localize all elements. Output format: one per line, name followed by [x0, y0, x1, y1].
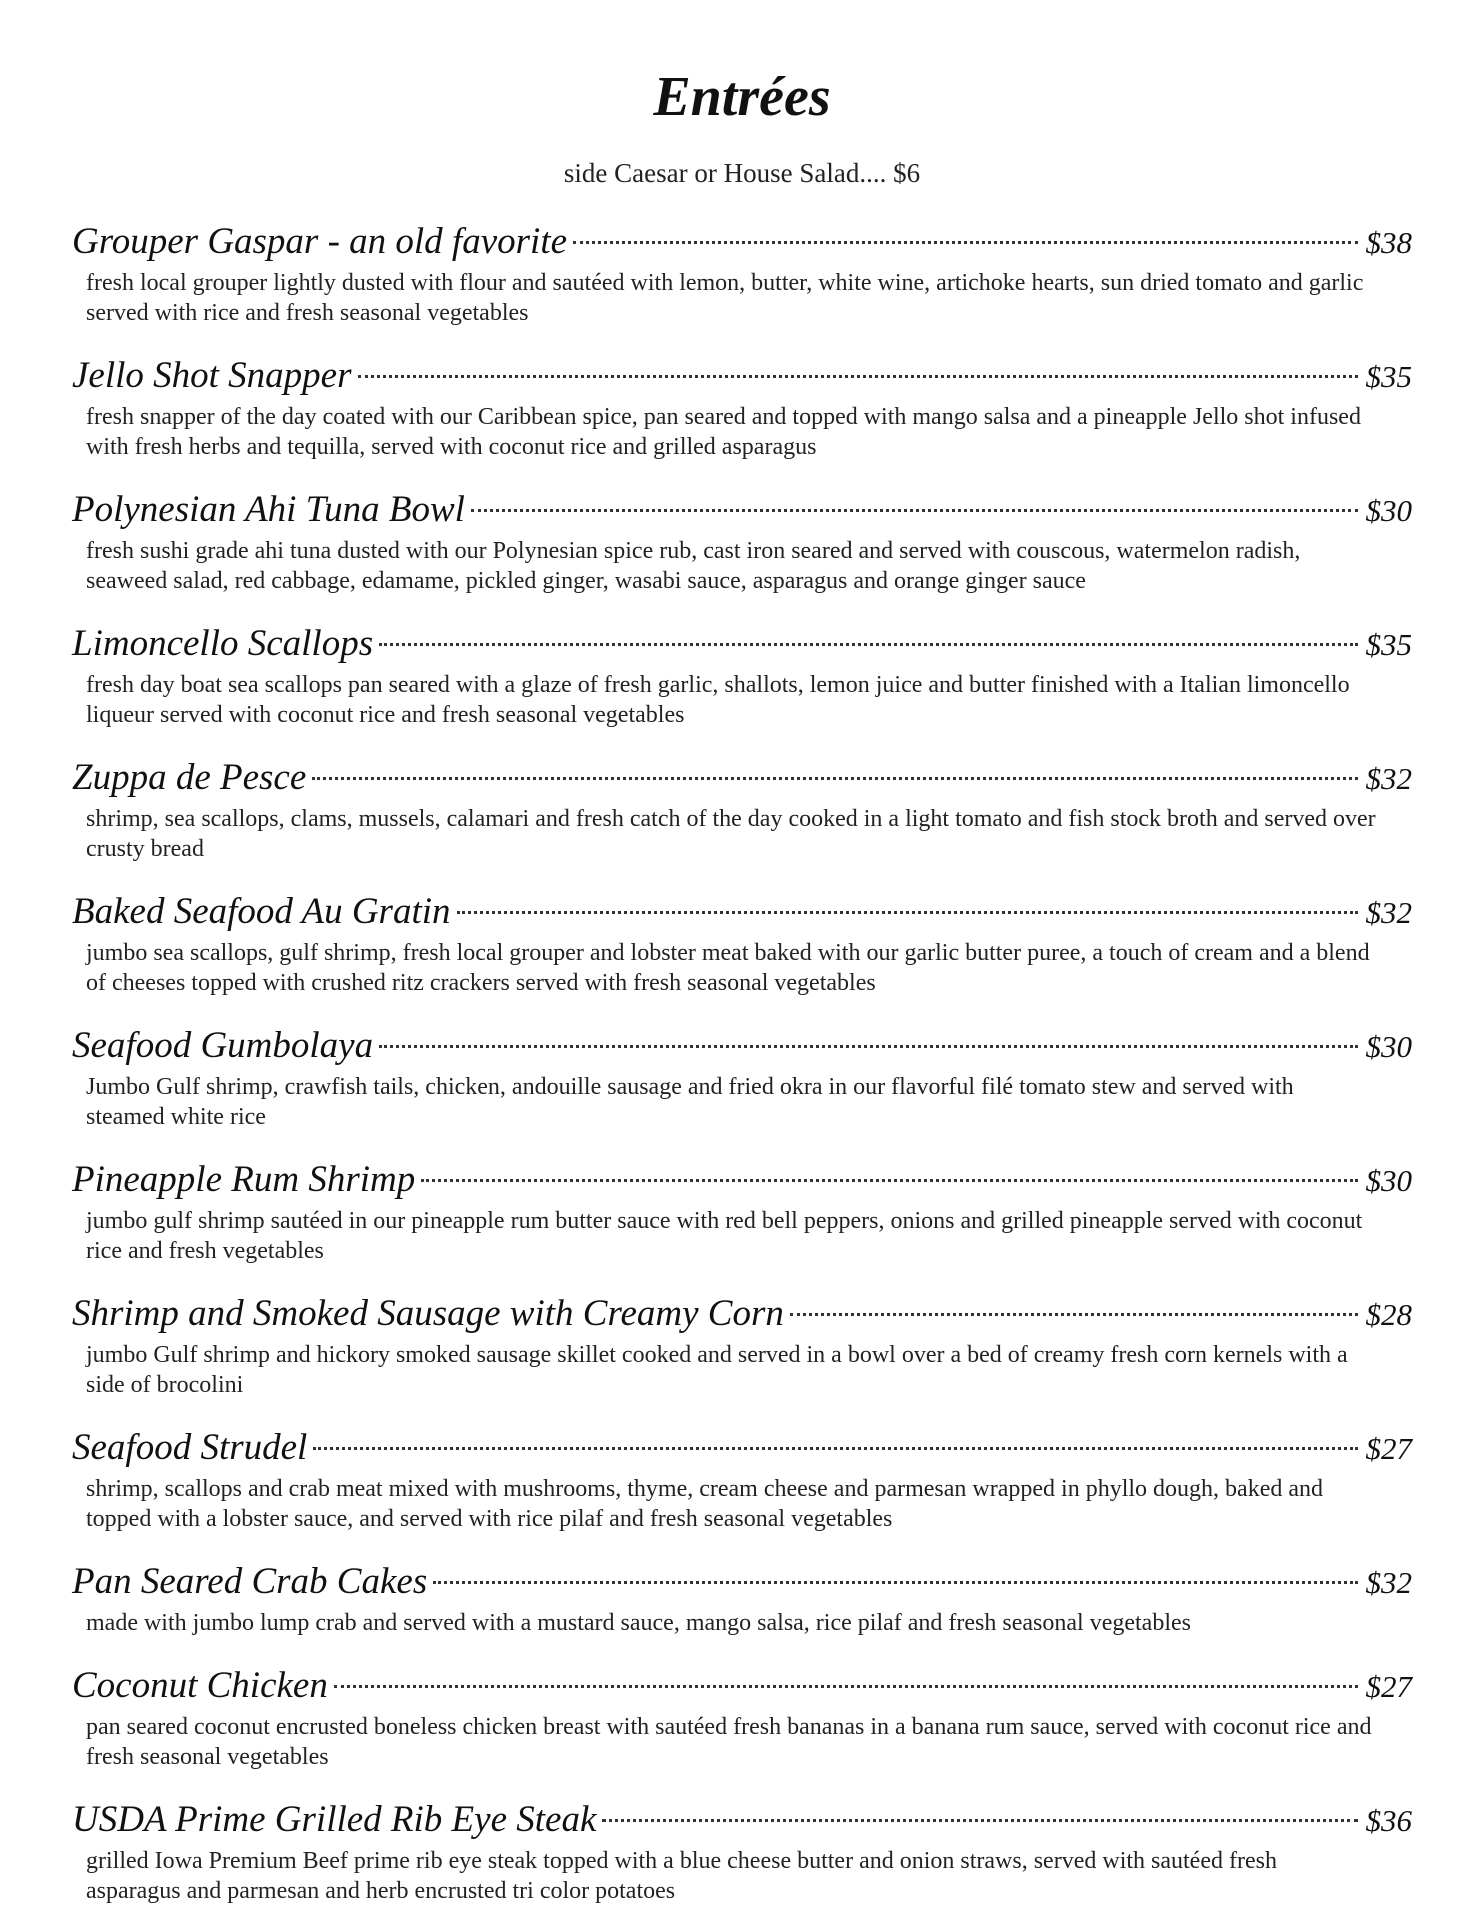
menu-item-price: $38 — [1365, 225, 1412, 260]
menu-item-price: $27 — [1365, 1431, 1412, 1466]
menu-item-header — [72, 350, 1412, 402]
menu-item-header — [72, 752, 1412, 804]
menu-item-description: made with jumbo lump crab and served with a mustard sauce, mango salsa, rice pilaf and fresh seasonal vegetables — [86, 1610, 1191, 1636]
menu-item-description: grilled Iowa Premium Beef prime rib eye steak topped with a blue cheese butter and onion straws, served with sautéed fresh asparagus and parmesan and herb encrusted tri color potatoes — [86, 1848, 1277, 1904]
menu-item-header — [72, 1288, 1412, 1340]
dot-leader — [471, 509, 1358, 512]
menu-item — [72, 618, 1412, 730]
menu-item-name: Jello Shot Snapper — [72, 355, 352, 396]
menu-item-price: $35 — [1365, 359, 1412, 394]
menu-item — [72, 1794, 1412, 1906]
menu-item-name: Polynesian Ahi Tuna Bowl — [72, 489, 465, 530]
menu-item-header — [72, 618, 1412, 670]
menu-item-price: $32 — [1365, 1565, 1412, 1600]
page-title: Entrées — [653, 66, 831, 128]
menu-item-price: $32 — [1365, 895, 1412, 930]
dot-leader — [313, 1447, 1357, 1450]
dot-leader — [790, 1313, 1358, 1316]
menu-item-header — [72, 1422, 1412, 1474]
menu-item-header — [72, 1154, 1412, 1206]
entree-list — [72, 216, 1412, 1906]
menu-item-name: Coconut Chicken — [72, 1665, 328, 1706]
menu-item-description: pan seared coconut encrusted boneless chicken breast with sautéed fresh bananas in a banana rum sauce, served with coconut rice and fresh seasonal vegetables — [86, 1714, 1372, 1770]
menu-item-description: shrimp, scallops and crab meat mixed with mushrooms, thyme, cream cheese and parmesan wrapped in phyllo dough, baked and topped with a lobster sauce, and served with rice pilaf and fresh seasonal vegetables — [86, 1476, 1323, 1532]
menu-item — [72, 216, 1412, 328]
menu-item-description: fresh sushi grade ahi tuna dusted with our Polynesian spice rub, cast iron seared and served with couscous, watermelon radish, seaweed salad, red cabbage, edamame, pickled ginger, wasabi sauce, asparagus and orange ginger sauce — [86, 538, 1301, 594]
menu-item-description: fresh local grouper lightly dusted with flour and sautéed with lemon, butter, white wine, artichoke hearts, sun dried tomato and garlic served with rice and fresh seasonal vegetables — [86, 270, 1364, 326]
menu-item-description: fresh snapper of the day coated with our Caribbean spice, pan seared and topped with mango salsa and a pineapple Jello shot infused with fresh herbs and tequilla, served with coconut rice and grilled asparagus — [86, 404, 1361, 460]
menu-item-name: Pan Seared Crab Cakes — [72, 1561, 428, 1602]
menu-item-header — [72, 1556, 1412, 1608]
menu-item-price: $27 — [1365, 1669, 1412, 1704]
menu-item-description: Jumbo Gulf shrimp, crawfish tails, chicken, andouille sausage and fried okra in our flavorful filé tomato stew and served with steamed white rice — [86, 1074, 1294, 1130]
menu-item-name: Grouper Gaspar - an old favorite — [72, 221, 568, 262]
menu-item-price: $28 — [1365, 1297, 1412, 1332]
dot-leader — [334, 1685, 1358, 1688]
menu-item-name: Seafood Gumbolaya — [72, 1025, 374, 1066]
menu-item-description: jumbo Gulf shrimp and hickory smoked sausage skillet cooked and served in a bowl over a bed of creamy fresh corn kernels with a side of brocolini — [86, 1342, 1348, 1398]
menu-item-name: Pineapple Rum Shrimp — [72, 1159, 416, 1200]
menu-item — [72, 886, 1412, 998]
menu-item-header — [72, 1660, 1412, 1712]
menu-item-price: $30 — [1365, 1029, 1412, 1064]
menu-item-price: $30 — [1365, 493, 1412, 528]
menu-item-header — [72, 484, 1412, 536]
menu-item — [72, 1660, 1412, 1772]
menu-item-description: jumbo gulf shrimp sautéed in our pineapple rum butter sauce with red bell peppers, onions and grilled pineapple served with coconut rice and fresh vegetables — [86, 1208, 1363, 1264]
dot-leader — [602, 1819, 1357, 1822]
menu-item-header — [72, 1794, 1412, 1846]
menu-item-description: shrimp, sea scallops, clams, mussels, calamari and fresh catch of the day cooked in a light tomato and fish stock broth and served over crusty bread — [86, 806, 1376, 862]
menu-item — [72, 1154, 1412, 1266]
menu-item-name: USDA Prime Grilled Rib Eye Steak — [72, 1799, 597, 1840]
menu-item-name: Shrimp and Smoked Sausage with Creamy Corn — [72, 1293, 784, 1334]
menu-item-price: $35 — [1365, 627, 1412, 662]
menu-item-header — [72, 886, 1412, 938]
menu-item — [72, 1288, 1412, 1400]
menu-item — [72, 1422, 1412, 1534]
dot-leader — [421, 1179, 1357, 1182]
menu-item-price: $32 — [1365, 761, 1412, 796]
menu-item — [72, 752, 1412, 864]
menu-item-name: Limoncello Scallops — [72, 623, 374, 664]
menu-item-price: $30 — [1365, 1163, 1412, 1198]
dot-leader — [358, 375, 1358, 378]
menu-item — [72, 350, 1412, 462]
menu-item-name: Baked Seafood Au Gratin — [72, 891, 451, 932]
menu-item — [72, 484, 1412, 596]
dot-leader — [457, 911, 1358, 914]
dot-leader — [312, 777, 1357, 780]
menu-item-header — [72, 1020, 1412, 1072]
dot-leader — [379, 1045, 1357, 1048]
dot-leader — [379, 643, 1357, 646]
menu-item-description: fresh day boat sea scallops pan seared with a glaze of fresh garlic, shallots, lemon juice and butter finished with a Italian limoncello liqueur served with coconut rice and fresh seasonal vegetables — [86, 672, 1350, 728]
side-salad-note: side Caesar or House Salad.... $6 — [563, 158, 921, 188]
menu-item-price: $36 — [1365, 1803, 1412, 1838]
menu-item-description: jumbo sea scallops, gulf shrimp, fresh local grouper and lobster meat baked with our garlic butter puree, a touch of cream and a blend of cheeses topped with crushed ritz crackers served with fresh seasonal vegetables — [86, 940, 1370, 996]
dot-leader — [433, 1581, 1357, 1584]
menu-item — [72, 1556, 1412, 1638]
menu-item-name: Seafood Strudel — [72, 1427, 308, 1468]
dot-leader — [573, 241, 1357, 244]
menu-item-name: Zuppa de Pesce — [72, 757, 307, 798]
menu-item-header — [72, 216, 1412, 268]
menu-item — [72, 1020, 1412, 1132]
